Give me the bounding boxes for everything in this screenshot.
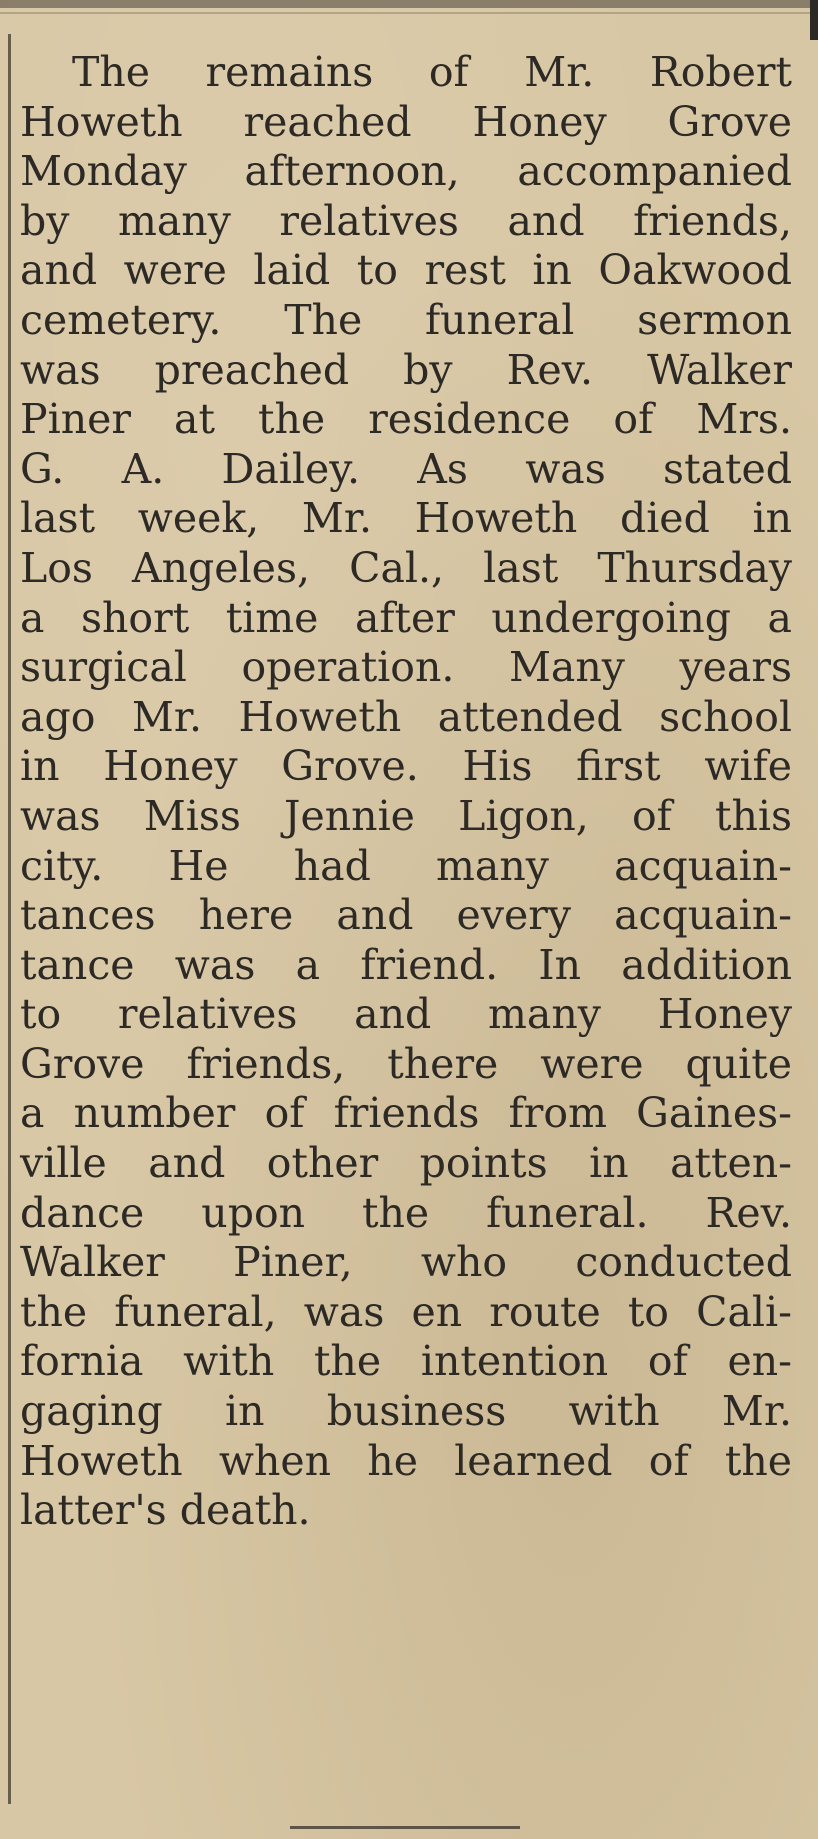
article-line: Grove friends, there were quite [20, 1039, 792, 1088]
article-line: the funeral, was en route to Cali- [20, 1287, 792, 1336]
article-line: The remains of Mr. Robert [72, 48, 792, 96]
article-line: was preached by Rev. Walker [20, 345, 792, 394]
article-line: in Honey Grove. His first wife [20, 742, 792, 791]
left-column-rule [8, 34, 11, 1804]
top-secondary-rule [0, 12, 818, 14]
article-line: city. He had many acquain- [20, 841, 792, 890]
article-line: Walker Piner, who conducted [20, 1238, 792, 1287]
article-line: G. A. Dailey. As was stated [20, 444, 792, 493]
article-line: Monday afternoon, accompanied [20, 147, 792, 196]
article-line: fornia with the intention of en- [20, 1337, 792, 1386]
article-line: gaging in business with Mr. [20, 1387, 792, 1436]
article-line: a number of friends from Gaines- [20, 1089, 792, 1138]
article-line: by many relatives and friends, [20, 196, 792, 245]
article-line: last week, Mr. Howeth died in [20, 494, 792, 543]
article-line: Howeth reached Honey Grove [20, 97, 792, 146]
right-column-rule [810, 0, 818, 40]
article-line: was Miss Jennie Ligon, of this [20, 791, 792, 840]
article-line: latter's death. [20, 1486, 311, 1535]
article-line: and were laid to rest in Oakwood [20, 246, 792, 295]
article-line: Piner at the residence of Mrs. [20, 395, 792, 444]
article-line: tance was a friend. In addition [20, 940, 792, 989]
article-line: a short time after undergoing a [20, 593, 792, 642]
top-rule [0, 0, 818, 8]
article-end-rule [290, 1826, 520, 1829]
article-line: ago Mr. Howeth attended school [20, 692, 792, 741]
article-line: Los Angeles, Cal., last Thursday [20, 543, 792, 592]
article-line: dance upon the funeral. Rev. [20, 1188, 792, 1237]
obituary-article [20, 48, 792, 1536]
article-line: to relatives and many Honey [20, 990, 792, 1039]
article-line: cemetery. The funeral sermon [20, 295, 792, 344]
article-line: tances here and every acquain- [20, 891, 792, 940]
article-line: ville and other points in atten- [20, 1139, 792, 1188]
article-line: Howeth when he learned of the [20, 1436, 792, 1485]
article-line: surgical operation. Many years [20, 643, 792, 692]
